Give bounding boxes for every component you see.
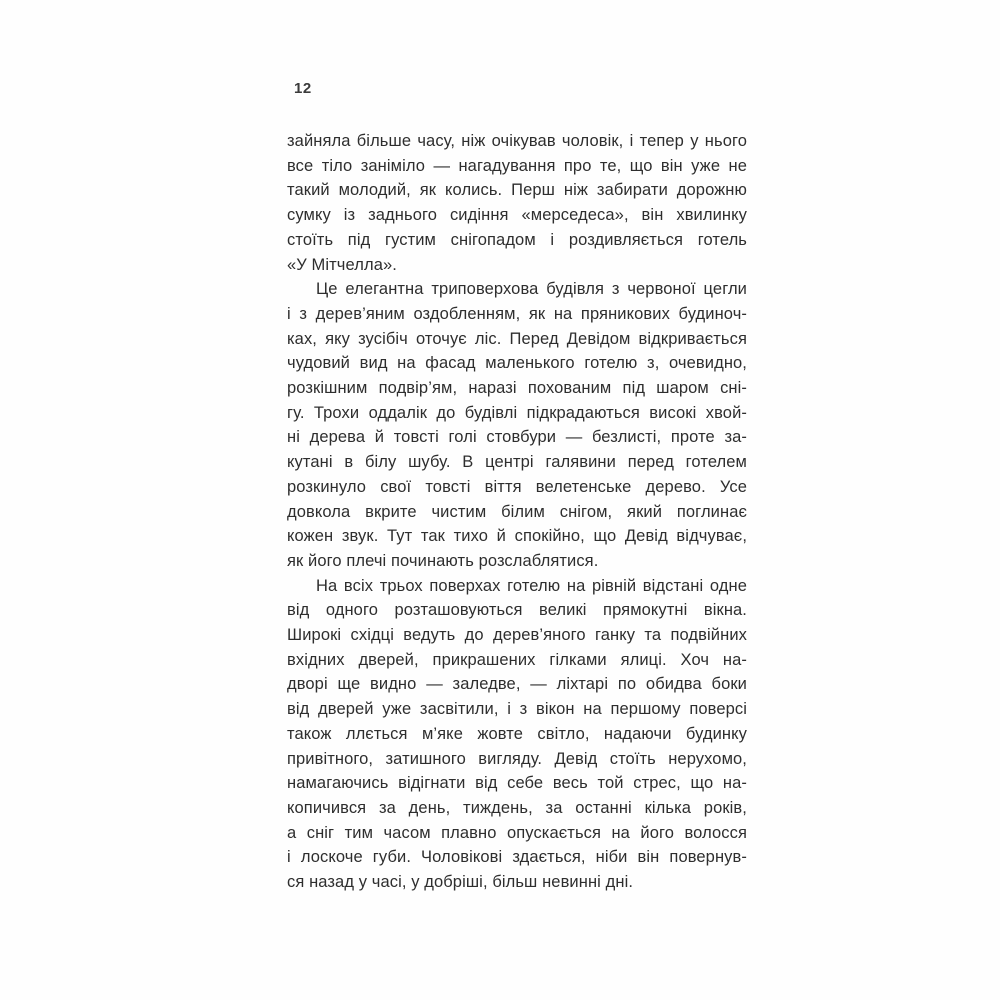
text-line: «У Мітчелла». xyxy=(287,255,397,274)
text-line: ні дерева й товсті голі стовбури — безлисті, проте за- xyxy=(287,428,747,447)
text-block xyxy=(287,129,747,895)
text-line: такий молодий, як колись. Перш ніж забирати дорожню xyxy=(287,181,747,200)
text-line: а сніг тим часом плавно опускається на його волосся xyxy=(287,823,747,842)
text-line: сумку із заднього сидіння «мерседеса», він хвилинку xyxy=(287,206,747,225)
text-line: як його плечі починають розслаблятися. xyxy=(287,551,599,570)
text-line: ся назад у часі, у добріші, більш невинні дні. xyxy=(287,873,634,892)
text-line: ках, яку зусібіч оточує ліс. Перед Девідом відкривається xyxy=(287,329,747,348)
text-line: від одного розташовуються великі прямокутні вікна. xyxy=(287,601,747,620)
text-line: кутані в білу шубу. В центрі галявини перед готелем xyxy=(287,453,747,472)
text-line: гу. Трохи оддалік до будівлі підкрадаються високі хвой- xyxy=(287,403,747,422)
text-line: зайняла більше часу, ніж очікував чоловік, і тепер у нього xyxy=(287,132,747,150)
text-line: намагаючись відігнати від себе весь той стрес, що на- xyxy=(287,774,747,793)
text-line: від дверей уже засвітили, і з вікон на першому поверсі xyxy=(287,700,747,719)
text-line: Широкі східці ведуть до дерев’яного ганку та подвійних xyxy=(287,626,747,645)
text-line: розкинуло свої товсті віття велетенське дерево. Усе xyxy=(287,477,747,496)
text-line: і лоскоче губи. Чоловікові здається, ніби він повернув- xyxy=(287,848,747,867)
text-line: Це елегантна триповерхова будівля з червоної цегли xyxy=(316,280,747,299)
page-number: 12 xyxy=(294,80,312,97)
text-line: і з дерев’яним оздобленням, як на пряникових будиноч- xyxy=(287,304,747,323)
text-line: стоїть під густим снігопадом і роздивляється готель xyxy=(287,230,747,249)
text-line: також ллється м’яке жовте світло, надаючи будинку xyxy=(287,724,747,743)
text-line: дворі ще видно — заледве, — ліхтарі по обидва боки xyxy=(287,675,747,694)
text-line: довкола вкрите чистим білим снігом, який поглинає xyxy=(287,502,747,521)
text-line: На всіх трьох поверхах готелю на рівній відстані одне xyxy=(316,576,747,595)
text-line: копичився за день, тиждень, за останні кілька років, xyxy=(287,798,747,817)
text-line: розкішним подвір’ям, наразі похованим під шаром сні- xyxy=(287,379,747,398)
text-line: привітного, затишного вигляду. Девід стоїть нерухомо, xyxy=(287,749,747,768)
text-line: все тіло заніміло — нагадування про те, що він уже не xyxy=(287,156,747,175)
text-line: кожен звук. Тут так тихо й спокійно, що Девід відчуває, xyxy=(287,527,747,546)
text-line: вхідних дверей, прикрашених гілками ялиці. Хоч на- xyxy=(287,650,747,669)
text-line: чудовий вид на фасад маленького готелю з, очевидно, xyxy=(287,354,747,373)
